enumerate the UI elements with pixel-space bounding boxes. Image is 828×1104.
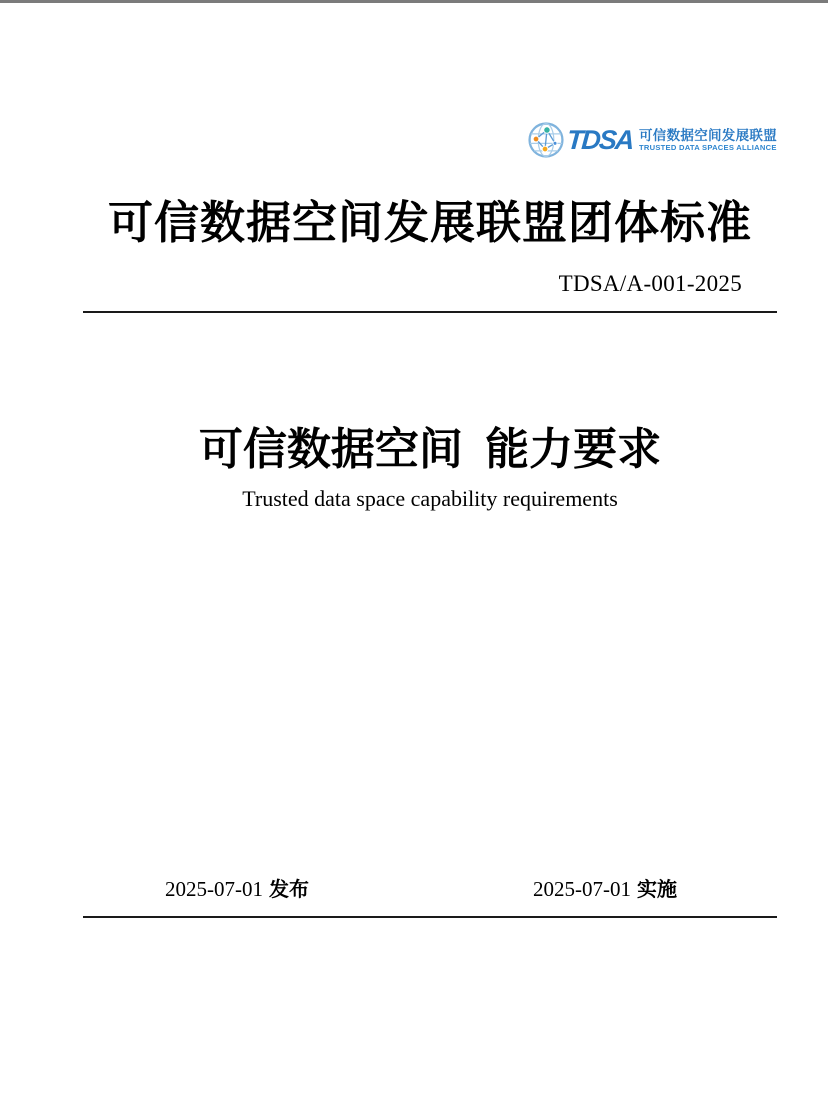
document-title-en: Trusted data space capability requirements [242, 486, 618, 511]
footer-rule [83, 916, 777, 918]
tdsa-globe-icon [527, 121, 565, 159]
tdsa-logo [527, 119, 778, 161]
tdsa-acronym: TDSA [565, 124, 634, 155]
standard-number: TDSA/A-001-2025 [558, 271, 742, 296]
release-label: 发布 [269, 879, 309, 901]
release-date: 2025-07-01 [165, 877, 263, 901]
document-title-cn: 可信数据空间 能力要求 [198, 425, 662, 474]
alliance-standard-title: 可信数据空间发展联盟团体标准 [107, 197, 752, 248]
tdsa-name-en: TRUSTED DATA SPACES ALLIANCE [639, 143, 777, 153]
implement-date-group [533, 873, 677, 902]
implement-label: 实施 [637, 879, 677, 901]
tdsa-name-cn: 可信数据空间发展联盟 [639, 127, 777, 143]
header-rule [83, 311, 777, 313]
tdsa-logo-names [639, 128, 777, 153]
page-top-edge [0, 0, 828, 3]
implement-date: 2025-07-01 [533, 877, 631, 901]
release-date-group [165, 873, 309, 902]
dates-row [83, 873, 777, 902]
